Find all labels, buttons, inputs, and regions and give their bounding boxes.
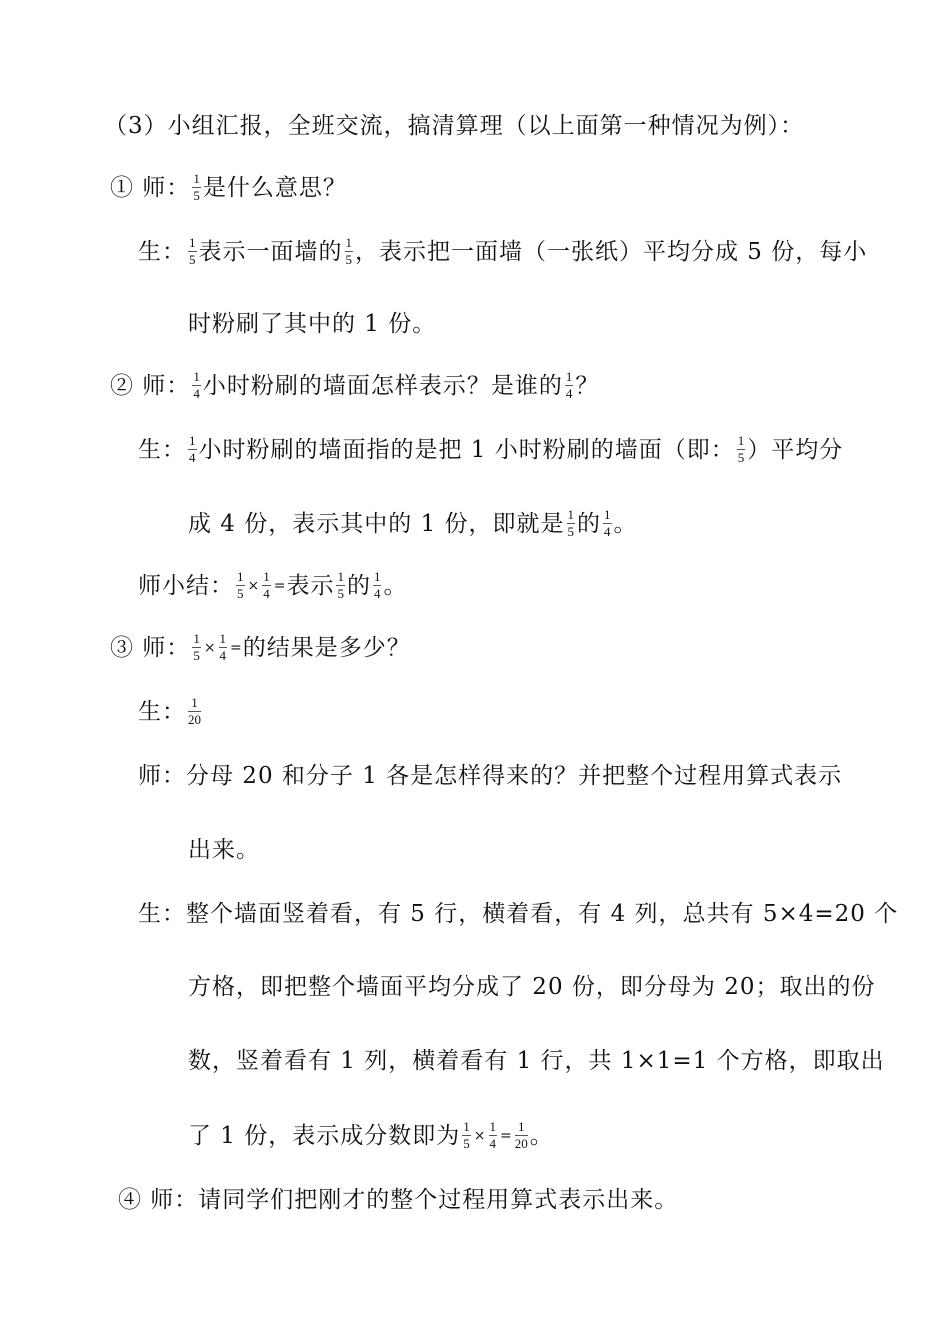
equals-sign: =: [500, 1127, 512, 1144]
fraction-one-fourth: $\frac{1}{4}$: [219, 631, 227, 663]
student-answer-4-cont-2: [188, 1047, 885, 1075]
teacher-instruction-5: [118, 1186, 678, 1214]
line-text: 表示: [286, 572, 335, 599]
teacher-question-3: [110, 632, 411, 663]
line-text: 方格，即把整个墙面平均分成了 20 份，即分母为 20；取出的份: [188, 974, 876, 1000]
line-prefix: 生：: [138, 238, 186, 265]
fraction-one-fifth: $\frac{1}{5}$: [193, 631, 200, 663]
student-answer-2-cont: [188, 508, 638, 539]
fraction-one-fifth: $\frac{1}{5}$: [337, 569, 344, 601]
line-prefix: ③ 师：: [110, 634, 191, 661]
line-prefix: ② 师：: [110, 372, 191, 399]
student-answer-4-cont-3: [188, 1120, 554, 1151]
fraction-one-fourth: $\frac{1}{4}$: [189, 433, 196, 465]
fraction-one-fifth: $\frac{1}{5}$: [193, 171, 200, 203]
student-answer-3: [138, 696, 203, 727]
fraction-one-fifth: $\frac{1}{5}$: [345, 235, 352, 267]
teacher-summary: [138, 570, 407, 601]
times-sign: ×: [247, 577, 260, 594]
line-text: 了 1 份，表示成分数即为: [188, 1122, 461, 1149]
line-text: ？: [575, 372, 600, 399]
heading-text: （3）小组汇报，全班交流，搞清算理（以上面第一种情况为例）：: [104, 113, 805, 139]
line-prefix: ① 师：: [110, 174, 191, 201]
fraction-one-fourth: $\frac{1}{4}$: [373, 569, 381, 601]
fraction-one-fifth: $\frac{1}{5}$: [189, 235, 196, 267]
equals-sign: =: [273, 577, 286, 594]
equals-sign: =: [230, 639, 242, 656]
teacher-question-1: [110, 172, 347, 203]
fraction-one-fourth: $\frac{1}{4}$: [604, 507, 611, 539]
fraction-one-fifth: $\frac{1}{5}$: [567, 507, 575, 539]
line-text: 时粉刷了其中的 1 份。: [188, 311, 437, 337]
student-answer-1: [138, 236, 867, 267]
student-answer-1-cont: [188, 310, 436, 338]
line-prefix: 生：: [138, 436, 186, 463]
line-text: ，表示把一面墙（一张纸）平均分成 5 份，每小: [355, 238, 868, 265]
line-prefix: 师小结：: [138, 572, 234, 599]
student-answer-4-cont-1: [188, 973, 875, 1001]
line-text: 的: [577, 510, 602, 537]
fraction-one-twentieth: $\frac{1}{20}$: [188, 695, 201, 727]
line-text: 。: [613, 510, 638, 537]
fraction-one-fifth: $\frac{1}{5}$: [463, 1119, 470, 1151]
line-text: 师：分母 20 和分子 1 各是怎样得来的？并把整个过程用算式表示: [138, 763, 843, 789]
fraction-one-fourth: $\frac{1}{4}$: [263, 569, 270, 601]
line-text: 数，竖着看有 1 列，横着看有 1 行，共 1×1=1 个方格，即取出: [188, 1048, 885, 1074]
line-text: ④ 师：请同学们把刚才的整个过程用算式表示出来。: [118, 1187, 679, 1213]
line-text: 表示一面墙的: [198, 238, 343, 265]
line-text: 小时粉刷的墙面指的是把 1 小时粉刷的墙面（即：: [198, 436, 735, 463]
student-answer-4: [138, 900, 898, 928]
line-text: 生：整个墙面竖着看，有 5 行，横着看，有 4 列，总共有 5×4=20 个: [138, 901, 899, 927]
line-prefix: 生：: [138, 698, 186, 725]
line-text: 小时粉刷的墙面怎样表示？是谁的: [202, 372, 563, 399]
line-text: 的: [346, 572, 371, 599]
times-sign: ×: [473, 1127, 486, 1144]
line-text: 出来。: [188, 837, 260, 863]
line-text: 是什么意思？: [202, 174, 347, 201]
teacher-question-4: [138, 762, 842, 790]
fraction-one-twentieth: $\frac{1}{20}$: [514, 1119, 528, 1151]
line-text: 成 4 份，表示其中的 1 份，即就是: [188, 510, 565, 537]
times-sign: ×: [203, 639, 216, 656]
teacher-question-4-cont: [188, 836, 260, 864]
fraction-one-fourth: $\frac{1}{4}$: [193, 369, 200, 401]
line-text: ）平均分: [747, 436, 844, 463]
line-text: 的结果是多少？: [242, 634, 411, 661]
line-text: 。: [529, 1122, 554, 1149]
line-text: 。: [383, 572, 408, 599]
section-heading: [104, 112, 804, 140]
teacher-question-2: [110, 370, 599, 401]
fraction-one-fifth: $\frac{1}{5}$: [737, 433, 745, 465]
fraction-one-fifth: $\frac{1}{5}$: [237, 569, 244, 601]
fraction-one-fourth: $\frac{1}{4}$: [489, 1119, 496, 1151]
student-answer-2: [138, 434, 843, 465]
fraction-one-fourth: $\frac{1}{4}$: [565, 369, 573, 401]
